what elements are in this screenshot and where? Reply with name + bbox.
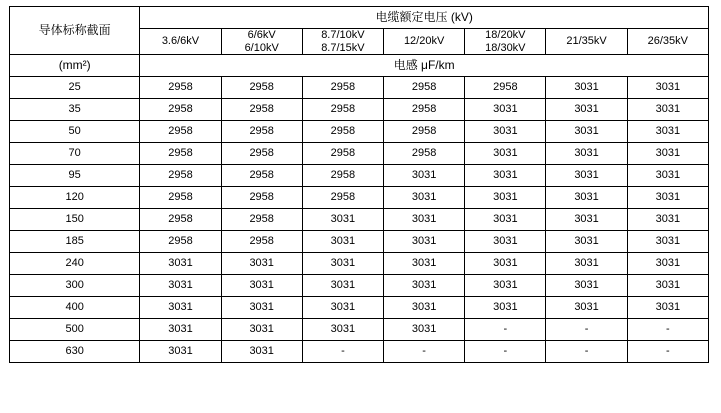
corner-header-cell: 导体标称截面	[10, 7, 140, 55]
row-value: 3031	[546, 165, 627, 187]
voltage-col-4	[384, 29, 465, 55]
row-value: 3031	[546, 143, 627, 165]
row-section: 70	[10, 143, 140, 165]
row-value: 3031	[627, 165, 708, 187]
row-value: 3031	[221, 319, 302, 341]
row-value: 2958	[140, 231, 221, 253]
row-section: 150	[10, 209, 140, 231]
voltage-col-1-line1: 3.6/6kV	[161, 35, 200, 48]
row-value: 3031	[221, 297, 302, 319]
row-value: 3031	[221, 275, 302, 297]
voltage-col-6-line1: 21/35kV	[566, 35, 607, 48]
row-value: 2958	[221, 121, 302, 143]
row-value: 3031	[221, 253, 302, 275]
row-value: 2958	[221, 99, 302, 121]
row-section: 25	[10, 77, 140, 99]
row-value: 2958	[302, 165, 383, 187]
row-section: 400	[10, 297, 140, 319]
voltage-col-7-line1: 26/35kV	[647, 35, 689, 48]
row-value: 2958	[140, 121, 221, 143]
voltage-col-1	[140, 29, 221, 55]
row-value: -	[302, 341, 383, 363]
row-value: 2958	[384, 99, 465, 121]
row-value: 3031	[384, 165, 465, 187]
row-value: 3031	[546, 121, 627, 143]
row-value: 3031	[465, 187, 546, 209]
row-value: 3031	[384, 319, 465, 341]
voltage-col-2-line2: 6/10kV	[244, 41, 279, 54]
row-value: 2958	[221, 77, 302, 99]
row-section: 95	[10, 165, 140, 187]
row-section: 630	[10, 341, 140, 363]
row-value: 2958	[140, 209, 221, 231]
row-value: -	[627, 341, 708, 363]
row-value: 2958	[221, 187, 302, 209]
row-value: 2958	[221, 165, 302, 187]
row-value: 2958	[140, 187, 221, 209]
voltage-col-6	[546, 29, 627, 55]
row-value: 3031	[465, 275, 546, 297]
row-value: 2958	[221, 231, 302, 253]
row-value: 2958	[302, 121, 383, 143]
row-value: 3031	[465, 121, 546, 143]
row-value: 3031	[627, 275, 708, 297]
unit-row	[10, 55, 709, 77]
row-value: 3031	[465, 231, 546, 253]
table-row	[10, 319, 709, 341]
row-value: 3031	[302, 275, 383, 297]
voltage-col-2-line1: 6/6kV	[247, 29, 276, 41]
row-value: 3031	[546, 231, 627, 253]
row-value: 3031	[140, 341, 221, 363]
row-value: 3031	[221, 341, 302, 363]
row-value: 3031	[384, 253, 465, 275]
row-value: 3031	[302, 209, 383, 231]
row-value: 3031	[546, 99, 627, 121]
row-value: 3031	[627, 231, 708, 253]
row-value: 3031	[546, 275, 627, 297]
row-value: 3031	[627, 143, 708, 165]
row-value: 3031	[546, 187, 627, 209]
voltage-col-2	[221, 29, 302, 55]
table-row	[10, 99, 709, 121]
row-value: 3031	[546, 209, 627, 231]
row-section: 35	[10, 99, 140, 121]
row-section: 185	[10, 231, 140, 253]
row-value: 3031	[302, 253, 383, 275]
voltage-col-5-line1: 18/20kV	[485, 29, 526, 41]
row-value: 3031	[627, 187, 708, 209]
row-value: 3031	[384, 275, 465, 297]
table-row	[10, 275, 709, 297]
voltage-col-3-line1: 8.7/10kV	[321, 29, 365, 41]
row-value: 3031	[384, 187, 465, 209]
voltage-col-4-line1: 12/20kV	[403, 35, 445, 48]
row-value: -	[465, 341, 546, 363]
corner-unit-cell: (mm²)	[10, 55, 140, 77]
row-value: 2958	[221, 209, 302, 231]
row-value: -	[546, 319, 627, 341]
voltage-col-7	[627, 29, 708, 55]
row-value: -	[465, 319, 546, 341]
row-value: 2958	[302, 143, 383, 165]
table-row	[10, 143, 709, 165]
row-value: 3031	[140, 253, 221, 275]
row-value: 2958	[384, 143, 465, 165]
row-value: 3031	[546, 297, 627, 319]
row-value: 3031	[384, 231, 465, 253]
row-value: 3031	[627, 77, 708, 99]
table-row	[10, 77, 709, 99]
row-value: 2958	[140, 143, 221, 165]
table-row	[10, 165, 709, 187]
row-value: 3031	[384, 209, 465, 231]
row-value: 2958	[302, 77, 383, 99]
voltage-col-5	[465, 29, 546, 55]
row-value: 2958	[384, 121, 465, 143]
table-body	[10, 7, 709, 363]
voltage-col-3	[302, 29, 383, 55]
row-value: 2958	[221, 143, 302, 165]
table-row	[10, 121, 709, 143]
row-section: 120	[10, 187, 140, 209]
row-value: 3031	[465, 99, 546, 121]
row-value: 3031	[465, 209, 546, 231]
row-value: 3031	[627, 209, 708, 231]
row-value: -	[384, 341, 465, 363]
document-page	[0, 6, 721, 413]
row-section: 50	[10, 121, 140, 143]
row-value: 3031	[546, 253, 627, 275]
row-value: 3031	[302, 297, 383, 319]
row-value: 3031	[384, 297, 465, 319]
row-value: -	[546, 341, 627, 363]
table-row	[10, 297, 709, 319]
voltage-col-3-line2: 8.7/15kV	[321, 41, 365, 54]
row-value: 3031	[627, 121, 708, 143]
header-row-title	[10, 7, 709, 29]
row-value: 3031	[465, 143, 546, 165]
table-row	[10, 231, 709, 253]
table-row	[10, 187, 709, 209]
row-value: 3031	[302, 231, 383, 253]
row-value: 2958	[140, 77, 221, 99]
row-value: 2958	[140, 99, 221, 121]
row-value: 3031	[302, 319, 383, 341]
row-value: 3031	[140, 275, 221, 297]
row-value: 3031	[627, 297, 708, 319]
row-value: 2958	[302, 99, 383, 121]
row-section: 500	[10, 319, 140, 341]
row-section: 300	[10, 275, 140, 297]
row-value: 3031	[465, 165, 546, 187]
row-section: 240	[10, 253, 140, 275]
table-row	[10, 341, 709, 363]
row-value: 3031	[465, 297, 546, 319]
row-value: 2958	[140, 165, 221, 187]
unit-row-label: 电感 μF/km	[140, 55, 709, 77]
row-value: 3031	[465, 253, 546, 275]
row-value: 3031	[140, 297, 221, 319]
voltage-col-5-line2: 18/30kV	[485, 41, 526, 54]
table-row	[10, 253, 709, 275]
row-value: 3031	[546, 77, 627, 99]
row-value: 3031	[627, 253, 708, 275]
voltage-header-cell: 电缆额定电压 (kV)	[140, 7, 709, 29]
row-value: 3031	[627, 99, 708, 121]
row-value: 2958	[302, 187, 383, 209]
table-row	[10, 209, 709, 231]
row-value: 2958	[384, 77, 465, 99]
row-value: -	[627, 319, 708, 341]
row-value: 2958	[465, 77, 546, 99]
cable-inductance-table	[9, 6, 709, 363]
row-value: 3031	[140, 319, 221, 341]
